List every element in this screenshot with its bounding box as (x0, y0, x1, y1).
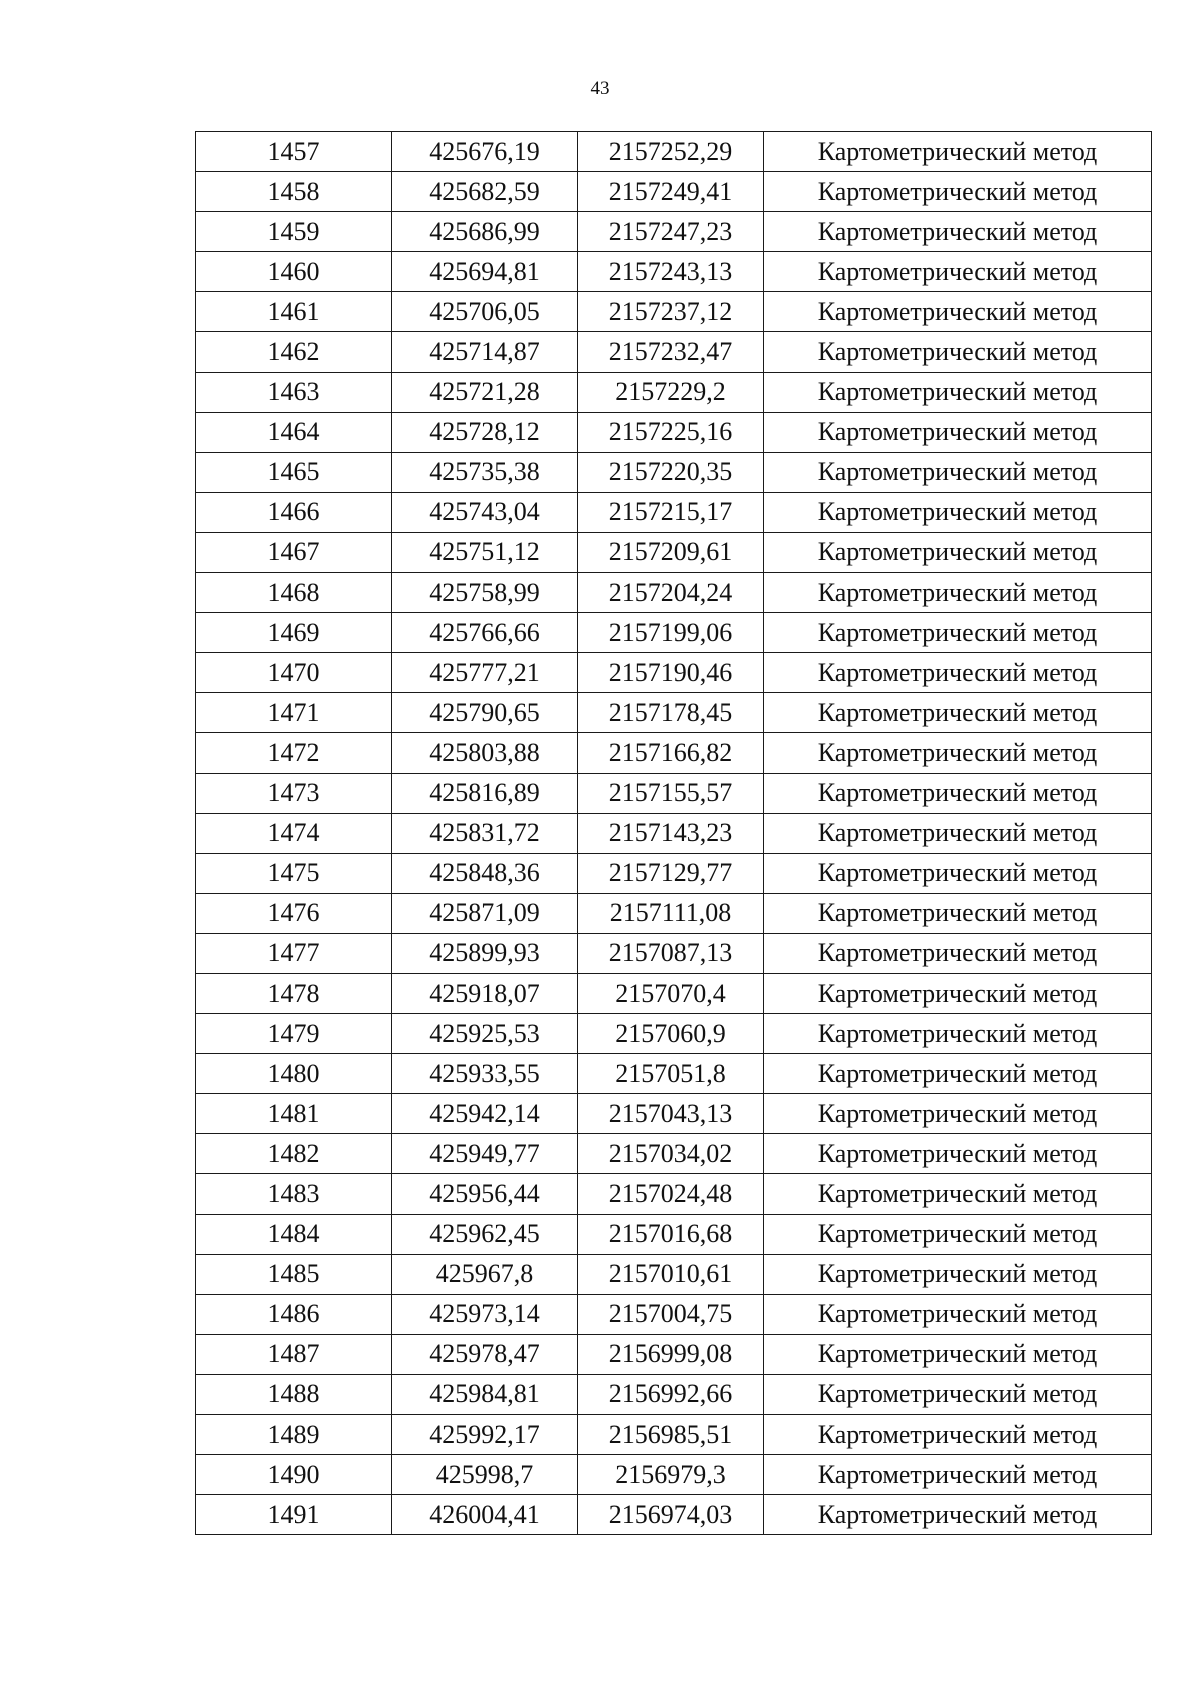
y-coordinate-cell: 2157252,29 (578, 132, 764, 172)
table-row (196, 292, 1152, 332)
method-cell: Картометрический метод (764, 773, 1152, 813)
method-cell: Картометрический метод (764, 252, 1152, 292)
table-row (196, 573, 1152, 613)
coordinates-table (195, 131, 1152, 1535)
x-coordinate-cell: 425777,21 (392, 653, 578, 693)
method-cell: Картометрический метод (764, 372, 1152, 412)
y-coordinate-cell: 2157215,17 (578, 492, 764, 532)
point-number-cell: 1475 (196, 853, 392, 893)
point-number-cell: 1473 (196, 773, 392, 813)
y-coordinate-cell: 2157129,77 (578, 853, 764, 893)
table-row (196, 773, 1152, 813)
method-cell: Картометрический метод (764, 1455, 1152, 1495)
method-cell: Картометрический метод (764, 1214, 1152, 1254)
method-cell: Картометрический метод (764, 1334, 1152, 1374)
x-coordinate-cell: 425925,53 (392, 1014, 578, 1054)
method-cell: Картометрический метод (764, 172, 1152, 212)
x-coordinate-cell: 425816,89 (392, 773, 578, 813)
x-coordinate-cell: 425967,8 (392, 1254, 578, 1294)
y-coordinate-cell: 2157051,8 (578, 1054, 764, 1094)
method-cell: Картометрический метод (764, 452, 1152, 492)
table-row (196, 1094, 1152, 1134)
point-number-cell: 1481 (196, 1094, 392, 1134)
y-coordinate-cell: 2157190,46 (578, 653, 764, 693)
method-cell: Картометрический метод (764, 893, 1152, 933)
table-row (196, 653, 1152, 693)
point-number-cell: 1482 (196, 1134, 392, 1174)
point-number-cell: 1468 (196, 573, 392, 613)
x-coordinate-cell: 425676,19 (392, 132, 578, 172)
method-cell: Картометрический метод (764, 733, 1152, 773)
table-row (196, 332, 1152, 372)
point-number-cell: 1470 (196, 653, 392, 693)
y-coordinate-cell: 2157166,82 (578, 733, 764, 773)
x-coordinate-cell: 425998,7 (392, 1455, 578, 1495)
table-row (196, 1254, 1152, 1294)
point-number-cell: 1491 (196, 1495, 392, 1535)
method-cell: Картометрический метод (764, 1415, 1152, 1455)
y-coordinate-cell: 2157199,06 (578, 613, 764, 653)
table-body (196, 132, 1152, 1535)
method-cell: Картометрический метод (764, 573, 1152, 613)
table-row (196, 172, 1152, 212)
point-number-cell: 1458 (196, 172, 392, 212)
point-number-cell: 1464 (196, 412, 392, 452)
table-row (196, 1415, 1152, 1455)
method-cell: Картометрический метод (764, 653, 1152, 693)
x-coordinate-cell: 425992,17 (392, 1415, 578, 1455)
method-cell: Картометрический метод (764, 693, 1152, 733)
table-row (196, 492, 1152, 532)
point-number-cell: 1488 (196, 1374, 392, 1414)
point-number-cell: 1471 (196, 693, 392, 733)
point-number-cell: 1483 (196, 1174, 392, 1214)
x-coordinate-cell: 425714,87 (392, 332, 578, 372)
x-coordinate-cell: 425790,65 (392, 693, 578, 733)
table-row (196, 1014, 1152, 1054)
table-row (196, 452, 1152, 492)
x-coordinate-cell: 425942,14 (392, 1094, 578, 1134)
x-coordinate-cell: 425918,07 (392, 973, 578, 1013)
table-row (196, 132, 1152, 172)
y-coordinate-cell: 2157220,35 (578, 452, 764, 492)
table-row (196, 1134, 1152, 1174)
y-coordinate-cell: 2157024,48 (578, 1174, 764, 1214)
point-number-cell: 1479 (196, 1014, 392, 1054)
point-number-cell: 1480 (196, 1054, 392, 1094)
table-row (196, 613, 1152, 653)
point-number-cell: 1486 (196, 1294, 392, 1334)
x-coordinate-cell: 425848,36 (392, 853, 578, 893)
y-coordinate-cell: 2157010,61 (578, 1254, 764, 1294)
method-cell: Картометрический метод (764, 1374, 1152, 1414)
y-coordinate-cell: 2157209,61 (578, 532, 764, 572)
x-coordinate-cell: 425751,12 (392, 532, 578, 572)
table-row (196, 412, 1152, 452)
x-coordinate-cell: 425743,04 (392, 492, 578, 532)
x-coordinate-cell: 425686,99 (392, 212, 578, 252)
method-cell: Картометрический метод (764, 1134, 1152, 1174)
point-number-cell: 1467 (196, 532, 392, 572)
x-coordinate-cell: 425973,14 (392, 1294, 578, 1334)
method-cell: Картометрический метод (764, 492, 1152, 532)
method-cell: Картометрический метод (764, 532, 1152, 572)
point-number-cell: 1466 (196, 492, 392, 532)
table-row (196, 813, 1152, 853)
method-cell: Картометрический метод (764, 132, 1152, 172)
table-row (196, 1174, 1152, 1214)
x-coordinate-cell: 425978,47 (392, 1334, 578, 1374)
x-coordinate-cell: 425984,81 (392, 1374, 578, 1414)
y-coordinate-cell: 2157229,2 (578, 372, 764, 412)
x-coordinate-cell: 425949,77 (392, 1134, 578, 1174)
point-number-cell: 1459 (196, 212, 392, 252)
y-coordinate-cell: 2157004,75 (578, 1294, 764, 1334)
method-cell: Картометрический метод (764, 1014, 1152, 1054)
table-row (196, 1054, 1152, 1094)
point-number-cell: 1489 (196, 1415, 392, 1455)
y-coordinate-cell: 2157043,13 (578, 1094, 764, 1134)
y-coordinate-cell: 2157247,23 (578, 212, 764, 252)
y-coordinate-cell: 2157249,41 (578, 172, 764, 212)
method-cell: Картометрический метод (764, 332, 1152, 372)
point-number-cell: 1457 (196, 132, 392, 172)
point-number-cell: 1461 (196, 292, 392, 332)
point-number-cell: 1484 (196, 1214, 392, 1254)
table-row (196, 372, 1152, 412)
table-row (196, 1214, 1152, 1254)
table-row (196, 1455, 1152, 1495)
x-coordinate-cell: 426004,41 (392, 1495, 578, 1535)
point-number-cell: 1465 (196, 452, 392, 492)
method-cell: Картометрический метод (764, 933, 1152, 973)
point-number-cell: 1485 (196, 1254, 392, 1294)
table-row (196, 693, 1152, 733)
table-row (196, 853, 1152, 893)
point-number-cell: 1474 (196, 813, 392, 853)
method-cell: Картометрический метод (764, 1174, 1152, 1214)
method-cell: Картометрический метод (764, 1054, 1152, 1094)
table-row (196, 973, 1152, 1013)
y-coordinate-cell: 2157232,47 (578, 332, 764, 372)
x-coordinate-cell: 425933,55 (392, 1054, 578, 1094)
point-number-cell: 1472 (196, 733, 392, 773)
y-coordinate-cell: 2157034,02 (578, 1134, 764, 1174)
y-coordinate-cell: 2157070,4 (578, 973, 764, 1013)
table-row (196, 1294, 1152, 1334)
y-coordinate-cell: 2157178,45 (578, 693, 764, 733)
x-coordinate-cell: 425871,09 (392, 893, 578, 933)
y-coordinate-cell: 2156992,66 (578, 1374, 764, 1414)
y-coordinate-cell: 2157204,24 (578, 573, 764, 613)
x-coordinate-cell: 425962,45 (392, 1214, 578, 1254)
y-coordinate-cell: 2156974,03 (578, 1495, 764, 1535)
x-coordinate-cell: 425694,81 (392, 252, 578, 292)
x-coordinate-cell: 425899,93 (392, 933, 578, 973)
table-row (196, 933, 1152, 973)
point-number-cell: 1478 (196, 973, 392, 1013)
y-coordinate-cell: 2157237,12 (578, 292, 764, 332)
y-coordinate-cell: 2157111,08 (578, 893, 764, 933)
table-row (196, 532, 1152, 572)
x-coordinate-cell: 425803,88 (392, 733, 578, 773)
table-row (196, 733, 1152, 773)
method-cell: Картометрический метод (764, 613, 1152, 653)
point-number-cell: 1462 (196, 332, 392, 372)
point-number-cell: 1477 (196, 933, 392, 973)
point-number-cell: 1463 (196, 372, 392, 412)
x-coordinate-cell: 425758,99 (392, 573, 578, 613)
x-coordinate-cell: 425706,05 (392, 292, 578, 332)
table-row (196, 1495, 1152, 1535)
x-coordinate-cell: 425735,38 (392, 452, 578, 492)
method-cell: Картометрический метод (764, 292, 1152, 332)
method-cell: Картометрический метод (764, 412, 1152, 452)
method-cell: Картометрический метод (764, 853, 1152, 893)
x-coordinate-cell: 425682,59 (392, 172, 578, 212)
y-coordinate-cell: 2157155,57 (578, 773, 764, 813)
y-coordinate-cell: 2157087,13 (578, 933, 764, 973)
x-coordinate-cell: 425956,44 (392, 1174, 578, 1214)
method-cell: Картометрический метод (764, 1254, 1152, 1294)
method-cell: Картометрический метод (764, 1094, 1152, 1134)
table-row (196, 893, 1152, 933)
x-coordinate-cell: 425728,12 (392, 412, 578, 452)
x-coordinate-cell: 425766,66 (392, 613, 578, 653)
method-cell: Картометрический метод (764, 813, 1152, 853)
x-coordinate-cell: 425721,28 (392, 372, 578, 412)
table-row (196, 212, 1152, 252)
y-coordinate-cell: 2156999,08 (578, 1334, 764, 1374)
point-number-cell: 1487 (196, 1334, 392, 1374)
method-cell: Картометрический метод (764, 1294, 1152, 1334)
y-coordinate-cell: 2157225,16 (578, 412, 764, 452)
method-cell: Картометрический метод (764, 212, 1152, 252)
y-coordinate-cell: 2157016,68 (578, 1214, 764, 1254)
point-number-cell: 1469 (196, 613, 392, 653)
method-cell: Картометрический метод (764, 1495, 1152, 1535)
point-number-cell: 1460 (196, 252, 392, 292)
point-number-cell: 1476 (196, 893, 392, 933)
y-coordinate-cell: 2157060,9 (578, 1014, 764, 1054)
y-coordinate-cell: 2156985,51 (578, 1415, 764, 1455)
page-number: 43 (590, 78, 610, 99)
y-coordinate-cell: 2156979,3 (578, 1455, 764, 1495)
table-row (196, 1374, 1152, 1414)
table-row (196, 1334, 1152, 1374)
method-cell: Картометрический метод (764, 973, 1152, 1013)
table-row (196, 252, 1152, 292)
x-coordinate-cell: 425831,72 (392, 813, 578, 853)
point-number-cell: 1490 (196, 1455, 392, 1495)
y-coordinate-cell: 2157243,13 (578, 252, 764, 292)
y-coordinate-cell: 2157143,23 (578, 813, 764, 853)
